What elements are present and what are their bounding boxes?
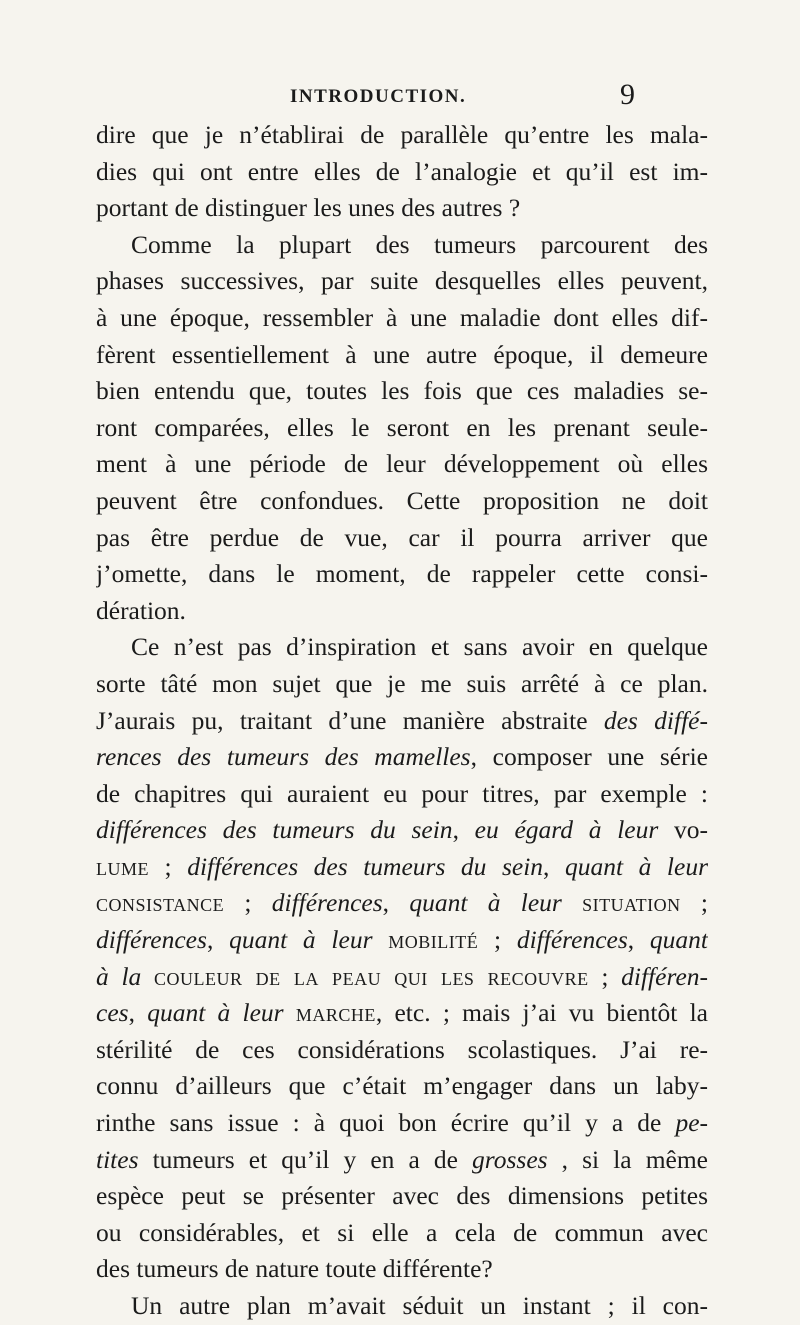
text-segment [373,925,389,954]
text-line [96,1105,708,1142]
small-caps-text: lume [96,851,149,881]
italic-text: des diffé- [603,705,708,735]
text-line [96,483,708,520]
italic-text: ces [96,998,129,1028]
text-line [96,154,708,191]
text-line [96,885,708,922]
text-segment: , [128,998,148,1028]
italic-text: différences [516,925,628,955]
text-line [96,959,708,996]
text-segment: , [627,925,650,955]
text-segment: , composer une série [470,742,708,772]
text-line [96,373,708,410]
text-segment: portant de distinguer les unes des autres ? [96,193,521,223]
text-line [96,300,708,337]
italic-text: différences [271,888,383,918]
text-line [96,776,708,813]
text-segment: fèrent essentiellement à une autre époque, il demeure [96,339,708,369]
text-segment: ; [588,961,622,991]
text-segment: Comme la plupart des tumeurs parcourent des [131,229,708,259]
text-segment: peuvent être confondues. Cette proposition ne doit [96,485,708,515]
text-segment: dire que je n’établirai de parallèle qu’entre les mala- [96,120,708,149]
italic-text: quant à leur [147,998,284,1028]
text-line [96,739,708,776]
text-segment: , etc. ; mais j’ai vu bientôt la [375,998,708,1028]
text-line [96,556,708,593]
text-segment: dération. [96,595,186,625]
small-caps-text: situation [582,888,681,918]
text-segment: dies qui ont entre elles de l’analogie et qu’il est im- [96,156,708,186]
text-segment: ment à une période de leur développement où elles [96,449,708,479]
italic-text: rences des tumeurs des mamelles [96,742,471,772]
text-segment: J’aurais pu, traitant d’une manière abstraite [96,705,604,735]
page-number: 9 [620,78,635,111]
text-segment: des tumeurs de nature toute différente? [96,1254,493,1284]
text-segment [284,998,296,1027]
text-segment: , [382,888,410,918]
text-line [96,190,708,227]
text-segment: stérilité de ces considérations scolastiques. J’ai re- [96,1034,708,1064]
text-line [96,922,708,959]
text-line [96,1215,708,1252]
text-line [96,666,708,703]
text-segment: ; [224,888,272,918]
italic-text: tites [96,1144,139,1174]
text-segment: connu d’ailleurs que c’était m’engager dans un laby- [96,1071,708,1101]
text-line [96,1288,708,1325]
text-line [96,227,708,264]
text-segment: ; [680,888,708,918]
text-segment: phases successives, par suite desquelles elles peuvent, [96,266,708,296]
running-title: INTRODUCTION. [290,86,467,107]
text-line [96,629,708,666]
text-line [96,1068,708,1105]
small-caps-text: consistance [96,888,225,918]
text-segment: espèce peut se présenter avec des dimensions petites [96,1181,708,1211]
italic-text: différen- [621,961,708,991]
text-segment: , si la même [547,1144,708,1174]
body-text [96,117,708,1325]
text-line [96,446,708,483]
text-line [96,1178,708,1215]
text-line [96,410,708,447]
text-segment: , [206,925,230,955]
text-segment: pas être perdue de vue, car il pourra arriver que [96,522,708,552]
text-line [96,995,708,1032]
text-line [96,337,708,374]
italic-text: différences [96,925,207,955]
italic-text: différences des tumeurs du sein [187,851,544,881]
text-segment: ou considérables, et si elle a cela de commun avec [96,1217,708,1247]
small-caps-text: marche [295,998,376,1028]
text-segment: vo- [658,815,708,845]
text-segment: , [452,815,475,845]
small-caps-text: mobilité [388,925,479,955]
text-line [96,117,708,154]
text-segment: rinthe sans issue : à quoi bon écrire qu’il y a de [96,1108,676,1138]
italic-text: différences des tumeurs du sein [96,815,453,845]
page-header [0,78,800,112]
text-segment: ; [149,851,188,881]
text-segment: à une époque, ressembler à une maladie dont elles dif- [96,302,708,332]
text-segment: bien entendu que, toutes les fois que ces maladies se- [96,376,708,406]
italic-text: grosses [472,1144,548,1174]
text-segment [141,962,154,991]
text-line [96,1251,708,1288]
small-caps-text: couleur de la peau qui les recouvre [153,961,589,991]
text-segment: , [543,851,565,881]
text-segment [562,888,582,917]
text-segment: Ce n’est pas d’inspiration et sans avoir en quelque [131,632,708,662]
text-line [96,263,708,300]
italic-text: quant [649,925,708,955]
text-segment: j’omette, dans le moment, de rappeler cette consi- [96,559,708,589]
italic-text: eu égard à leur [474,815,659,845]
text-segment: ; [478,925,517,955]
text-line [96,849,708,886]
text-line [96,1032,708,1069]
text-segment: ront comparées, elles le seront en les prenant seule- [96,412,708,442]
text-line [96,520,708,557]
text-line [96,1142,708,1179]
text-line [96,812,708,849]
italic-text: quant à leur [229,925,373,955]
text-segment: de chapitres qui auraient eu pour titres, par exemple : [96,778,708,808]
text-line [96,703,708,740]
italic-text: quant à leur [409,888,562,918]
italic-text: à la [96,961,142,991]
text-segment: tumeurs et qu’il y en a de [138,1144,473,1174]
text-segment: Un autre plan m’avait séduit un instant ; il con- [131,1291,708,1320]
text-line [96,593,708,630]
text-segment: sorte tâté mon sujet que je me suis arrêté à ce plan. [96,668,708,698]
italic-text: quant à leur [564,851,708,881]
italic-text: pe- [675,1108,708,1138]
